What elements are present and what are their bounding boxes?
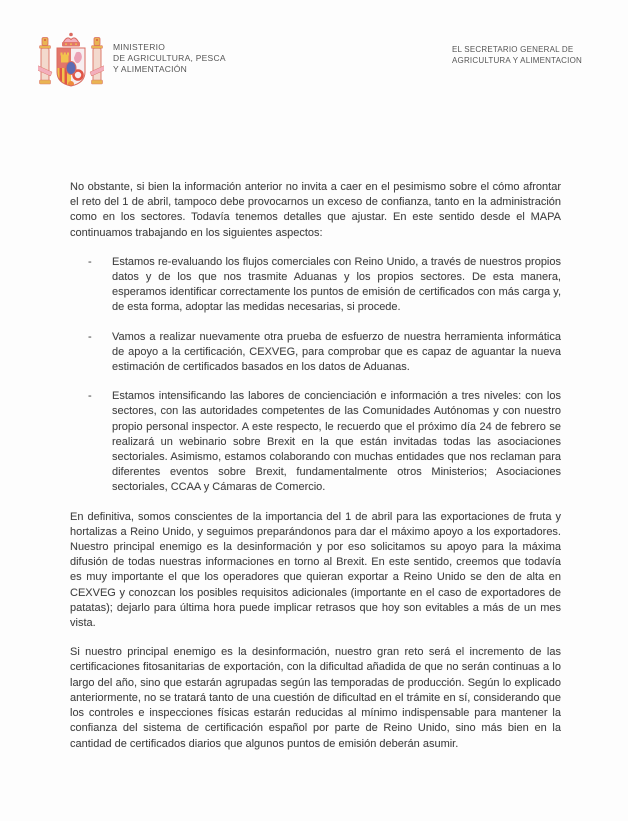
bullet-list bbox=[70, 255, 561, 496]
right-pillar bbox=[90, 38, 104, 85]
ministry-line-1: MINISTERIO bbox=[113, 42, 166, 52]
sender-line-1: EL SECRETARIO GENERAL DE bbox=[452, 45, 574, 54]
bullet-text: Vamos a realizar nuevamente otra prueba de esfuerzo de nuestra herramienta informática de apoyo a la certificación, CEXVEG, para comprobar que es capaz de aguantar la nueva estimación de certificados basados en los datos de Aduanas. bbox=[112, 330, 561, 374]
sender-title-block bbox=[452, 45, 602, 66]
intro-paragraph: No obstante, si bien la información anterior no invita a caer en el pesimismo sobre el cómo afrontar el reto del 1 de abril, tampoco debe provocarnos un exceso de confianza, tanto en la administración como en los sectores. Todavía tenemos detalles que ajustar. En este sentido desde el MAPA continuamos trabajando en los siguientes aspectos: bbox=[70, 181, 561, 239]
spain-coat-of-arms-icon bbox=[38, 28, 104, 100]
sender-line-2: AGRICULTURA Y ALIMENTACION bbox=[452, 55, 582, 65]
bullet-marker: - bbox=[88, 330, 92, 343]
closing-paragraph-2: Si nuestro principal enemigo es la desinformación, nuestro gran reto será el incremento de las certificaciones fitosanitarias de exportación, con la dificultad añadida de que no serán continuas a lo largo del año, sino que estarán agrupadas según las temporadas de producción. Según lo explicado anteriormente, no se tratará tanto de una cuestión de dificultad en el trámite en sí, considerando que los controles e inspecciones físicas estarán reducidas al mínimo indispensable para mantener la confianza del sistema de certificación español por parte de Reino Unido, sino más bien en la cantidad de certificados diarios que algunos puntos de emisión deberán asumir. bbox=[70, 646, 561, 750]
bullet-item bbox=[70, 389, 561, 495]
left-pillar bbox=[38, 38, 52, 85]
bullet-text: Estamos intensificando las labores de concienciación e información a tres niveles: con los sectores, con las autoridades competentes de las Comunidades Autónomas y con nuestro propio personal inspector. A este respecto, le recuerdo que el próximo día 24 de febrero se realizará un webinario sobre Brexit en la que están invitadas todas las asociaciones sectoriales. Asimismo, estamos colaborando con muchas entidades que nos reclaman para diferentes eventos sobre Brexit, fundamentalmente otros Ministerios; Asociaciones sectoriales, CCAA y Cámaras de Comercio. bbox=[112, 390, 561, 494]
bullet-text: Estamos re-evaluando los flujos comerciales con Reino Unido, a través de nuestros propios datos y de los que nos trasmite Aduanas y los propios sectores. De esta manera, esperamos identificar correctamente los puntos de emisión de certificados con más carga y, de esta forma, adoptar las medidas necesarias, si procede. bbox=[112, 255, 561, 314]
header-left bbox=[38, 28, 226, 100]
crown bbox=[62, 33, 80, 47]
ministry-line-2: DE AGRICULTURA, PESCA bbox=[113, 53, 226, 63]
bullet-item bbox=[70, 255, 561, 316]
bullet-marker: - bbox=[88, 255, 92, 268]
closing-paragraph-1: En definitiva, somos conscientes de la importancia del 1 de abril para las exportaciones de fruta y hortalizas a Reino Unido, y seguimos preparándonos para dar el máximo apoyo a los exportadores. Nuestro principal enemigo es la desinformación y por eso solicitamos su apoyo para la máxima difusión de todas nuestras informaciones en torno al Brexit. En este sentido, creemos que todavía es muy importante el que los operadores que quieran exportar a Reino Unido se den de alta en CEXVEG y conozcan los posibles requisitos adicionales (importante en el caso de exportadores de patatas); dejarlo para última hora puede implicar retrasos que hoy son evitables a más de un mes vista. bbox=[70, 510, 561, 630]
ministry-name-block bbox=[113, 28, 226, 75]
bullet-item bbox=[70, 330, 561, 376]
ministry-line-3: Y ALIMENTACIÓN bbox=[113, 64, 188, 74]
letter-body bbox=[70, 180, 561, 766]
bullet-marker: - bbox=[88, 390, 92, 403]
